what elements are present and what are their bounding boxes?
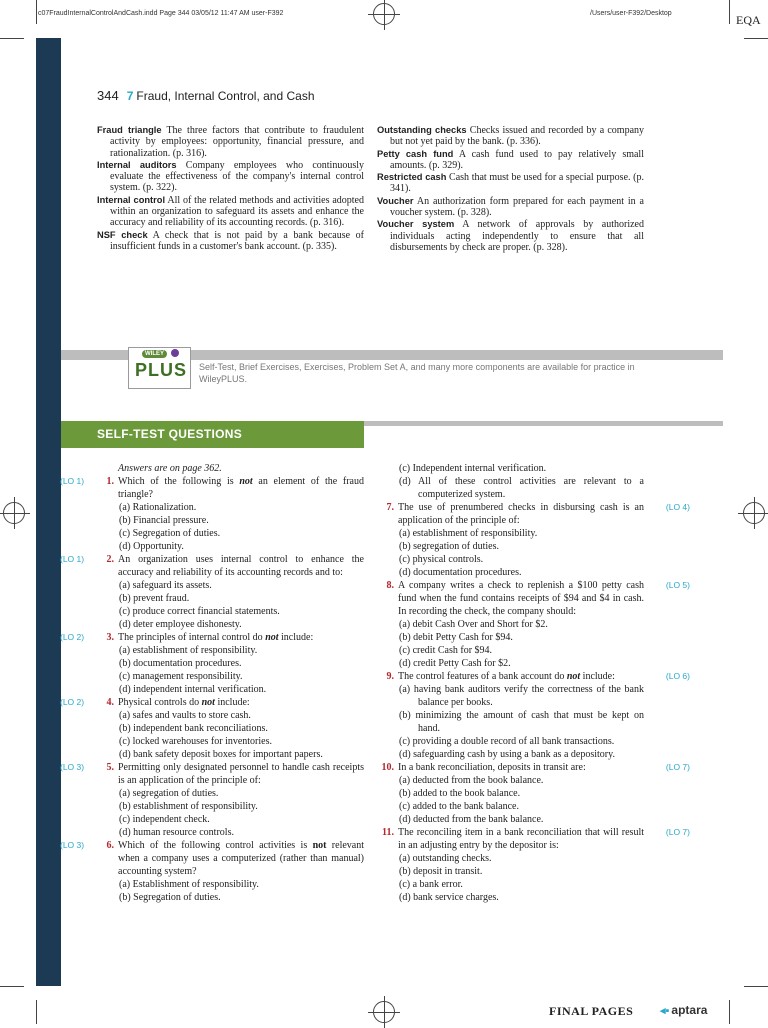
emphasis-word: not: [265, 632, 279, 643]
answer-option: (d) independent internal verification.: [119, 684, 267, 695]
question-stem: The reconciling item in a bank reconciliation that will result in an adjusting entry by the depositor is:: [398, 827, 644, 851]
answer-option: (a) outstanding checks.: [399, 853, 492, 864]
learning-objective: (LO 1): [60, 554, 85, 564]
answer-option: (b) minimizing the amount of cash that must be kept on hand.: [399, 710, 644, 734]
crop-mark: [0, 38, 24, 39]
answer-option: (b) added to the book balance.: [399, 788, 521, 799]
question-stem: Which of the following is not an element of the fraud triangle?: [118, 476, 365, 500]
answer-option: (b) establishment of responsibility.: [119, 801, 258, 812]
answer-option: (a) establishment of responsibility.: [119, 645, 258, 656]
question-number: 3.: [106, 632, 114, 643]
crop-mark: [0, 986, 24, 987]
chapter-sidebar-bar: [36, 38, 61, 986]
answer-option: (d) Opportunity.: [119, 541, 184, 552]
question: [378, 826, 690, 852]
learning-objective: (LO 7): [665, 827, 690, 837]
chapter-title: Fraud, Internal Control, and Cash: [136, 89, 315, 103]
answer-option: (d) bank service charges.: [399, 892, 499, 903]
glossary-entry: [377, 196, 644, 219]
question-number: 11.: [382, 827, 394, 838]
glossary-definition: Cash that must be used for a special purpose. (p. 341).: [390, 172, 644, 195]
glossary-term: Restricted cash: [377, 172, 447, 183]
question: [60, 839, 365, 878]
self-test-banner: [61, 421, 364, 448]
final-pages-label: FINAL PAGES: [549, 1004, 634, 1018]
answer-option: (a) safeguard its assets.: [119, 580, 212, 591]
answer-option: (b) prevent fraud.: [119, 593, 190, 604]
question-number: 6.: [106, 840, 114, 851]
glossary-definition: All of the related methods and activities adopted within an organization to safeguard its assets and enhance the accuracy and reliability of its accounting records. (p. 316).: [110, 194, 364, 229]
learning-objective: (LO 7): [665, 762, 690, 772]
learning-objective: (LO 3): [60, 762, 85, 772]
answer-option: (b) segregation of duties.: [399, 541, 499, 552]
learning-objective: (LO 4): [665, 502, 690, 512]
learning-objective: (LO 3): [60, 840, 85, 850]
answer-option: (a) deducted from the book balance.: [399, 775, 544, 786]
answer-option: (a) segregation of duties.: [119, 788, 219, 799]
crop-mark: [36, 1000, 37, 1024]
question-number: 7.: [386, 502, 394, 513]
answer-option: (c) providing a double record of all bank transactions.: [399, 736, 615, 747]
question-number: 8.: [386, 580, 394, 591]
glossary-term: Voucher system: [377, 219, 455, 230]
crop-mark: [729, 1000, 730, 1024]
glossary-entry: [377, 172, 644, 195]
glossary-term: Internal control: [97, 194, 166, 205]
question-number: 9.: [386, 671, 394, 682]
question-number: 5.: [106, 762, 114, 773]
glossary-entry: [97, 125, 364, 159]
questions-left-column: [60, 462, 365, 904]
crop-mark: [744, 38, 768, 39]
glossary-left-column: [97, 125, 364, 253]
aptara-logo: [660, 1003, 707, 1017]
question-stem: In a bank reconciliation, deposits in transit are:: [398, 762, 586, 773]
answer-option: (c) physical controls.: [399, 554, 484, 565]
learning-objective: (LO 2): [60, 697, 85, 707]
glossary-term: Fraud triangle: [97, 125, 162, 135]
glossary-definition: A network of approvals by authorized individuals acting independently to ensure that all disbursements by check are proper. (p. 328).: [390, 219, 644, 253]
answer-option: (c) Segregation of duties.: [119, 528, 221, 539]
wiley-label: WILEY: [142, 350, 167, 358]
registration-mark-left: [3, 502, 25, 524]
answer-option: (d) bank safety deposit boxes for important papers.: [119, 749, 323, 760]
crop-mark: [729, 0, 730, 24]
question: [378, 761, 690, 774]
question: [60, 553, 364, 579]
glossary-term: Outstanding checks: [377, 125, 467, 135]
emphasis-word: not: [239, 476, 253, 487]
plus-dot-icon: [171, 349, 179, 357]
question-number: 10.: [381, 762, 394, 773]
question: [378, 670, 690, 683]
question: [60, 696, 364, 709]
answer-option: (c) produce correct financial statements.: [119, 606, 280, 617]
glossary-term: NSF check: [97, 229, 148, 240]
glossary-entry: [97, 160, 364, 194]
registration-mark-top: [373, 3, 395, 25]
self-test-title: SELF-TEST QUESTIONS: [97, 427, 243, 441]
learning-objective: (LO 1): [60, 476, 85, 486]
answer-option: (a) safes and vaults to store cash.: [119, 710, 251, 721]
emphasis-word: not: [312, 840, 327, 851]
glossary-term: Petty cash fund: [377, 148, 454, 159]
running-head: [97, 88, 315, 103]
glossary-definition: An authorization form prepared for each payment in a voucher system. (p. 328).: [390, 195, 644, 219]
question: [60, 761, 364, 787]
question: [60, 475, 365, 501]
question-number: 2.: [106, 554, 114, 565]
answer-option: (d) deducted from the bank balance.: [399, 814, 544, 825]
self-test-rule: [364, 421, 723, 426]
crop-mark: [744, 986, 768, 987]
answer-option: (b) deposit in transit.: [399, 866, 483, 877]
answer-option: (b) Financial pressure.: [119, 515, 209, 526]
question-stem: Physical controls do not include:: [118, 697, 250, 708]
glossary-entry: [97, 230, 364, 253]
answer-option: (c) locked warehouses for inventories.: [119, 736, 272, 747]
glossary-definition: Company employees who continuously evaluate the effectiveness of the company's internal control system. (p. 322).: [110, 159, 364, 194]
answer-option: (b) documentation procedures.: [119, 658, 242, 669]
question-stem: An organization uses internal control to enhance the accuracy and reliability of its accounting records and to:: [118, 554, 364, 578]
plus-label: PLUS: [135, 360, 188, 380]
answer-option: (d) documentation procedures.: [399, 567, 522, 578]
learning-objective: (LO 6): [665, 671, 690, 681]
answer-option: (c) Independent internal verification.: [399, 463, 547, 474]
answer-option: (c) credit Cash for $94.: [399, 645, 493, 656]
learning-objective: (LO 2): [60, 632, 85, 642]
glossary-definition: A check that is not paid by a bank because of insufficient funds in a customer's bank account. (p. 335).: [110, 229, 364, 252]
question: [378, 579, 690, 618]
emphasis-word: not: [201, 697, 215, 708]
answer-option: (a) debit Cash Over and Short for $2.: [399, 619, 548, 630]
question-stem: A company writes a check to replenish a $100 petty cash fund when the fund contains receipts of $94 and $4 in cash. In recording the check, the company should:: [398, 580, 644, 617]
answer-option: (b) debit Petty Cash for $94.: [399, 632, 513, 643]
glossary-term: Voucher: [377, 195, 414, 206]
answer-option: (d) deter employee dishonesty.: [119, 619, 242, 630]
question-stem: The use of prenumbered checks in disbursing cash is an application of the principle of:: [398, 502, 644, 526]
question-stem: Which of the following control activities is not relevant when a company uses a computerized (rather than manual) accounting system?: [118, 840, 365, 877]
answer-option: (d) safeguarding cash by using a bank as a depository.: [399, 749, 615, 760]
answer-option: (c) added to the bank balance.: [399, 801, 519, 812]
continued-options: [378, 462, 644, 501]
answer-option: (d) human resource controls.: [119, 827, 234, 838]
answer-option: (b) Segregation of duties.: [119, 892, 221, 903]
answer-option: (a) having bank auditors verify the correctness of the bank balance per books.: [399, 684, 644, 708]
answer-option: (a) Rationalization.: [119, 502, 197, 513]
question-stem: Permitting only designated personnel to handle cash receipts is an application of the principle of:: [118, 762, 364, 786]
registration-mark-bottom: [373, 1001, 395, 1023]
wileyplus-note: Self-Test, Brief Exercises, Exercises, Problem Set A, and many more components are available for practice in WileyPLUS.: [199, 362, 635, 384]
glossary-entry: [377, 125, 644, 148]
emphasis-word: not: [566, 671, 581, 682]
chapter-number: 7: [126, 89, 134, 103]
answer-option: (d) credit Petty Cash for $2.: [399, 658, 511, 669]
question: [60, 631, 364, 644]
answer-option: (b) independent bank reconciliations.: [119, 723, 268, 734]
answer-option: (d) All of these control activities are relevant to a computerized system.: [399, 476, 644, 500]
question-stem: The control features of a bank account do not include:: [398, 671, 615, 682]
question-number: 4.: [106, 697, 114, 708]
learning-objective: (LO 5): [665, 580, 690, 590]
path-slug: /Users/user-F392/Desktop: [590, 10, 672, 17]
glossary-entry: [377, 149, 644, 172]
questions-right-column: [378, 462, 690, 904]
glossary-definition: The three factors that contribute to fraudulent activity by employees: opportunity, financial pressure, and rationalization. (p. 316).: [110, 125, 364, 159]
page-number: 344: [97, 88, 119, 103]
question-stem: The principles of internal control do not include:: [118, 632, 314, 643]
crop-mark: [36, 0, 37, 24]
answers-note: Answers are on page 362.: [118, 463, 222, 474]
answer-option: (a) establishment of responsibility.: [399, 528, 538, 539]
file-slug: c07FraudInternalControlAndCash.indd Page 344 03/05/12 11:47 AM user-F392: [38, 10, 284, 17]
registration-mark-right: [743, 502, 765, 524]
glossary-definition: A cash fund used to pay relatively small amounts. (p. 329).: [390, 148, 644, 171]
glossary-right-column: [377, 125, 644, 254]
eqa-label: EQA: [736, 13, 761, 27]
aptara-mark-icon: ◂▪: [660, 1005, 670, 1017]
glossary-entry: [97, 195, 364, 229]
glossary-definition: Checks issued and recorded by a company but not yet paid by the bank. (p. 336).: [390, 125, 645, 148]
question: [378, 501, 690, 527]
glossary-term: Internal auditors: [97, 159, 177, 170]
aptara-label: aptara: [671, 1003, 708, 1017]
answer-option: (c) management responsibility.: [119, 671, 243, 682]
wileyplus-logo: [128, 347, 191, 389]
answer-option: (c) a bank error.: [399, 879, 463, 890]
question-number: 1.: [106, 476, 114, 487]
answer-option: (a) Establishment of responsibility.: [119, 879, 259, 890]
glossary-entry: [377, 219, 644, 253]
answer-option: (c) independent check.: [119, 814, 210, 825]
